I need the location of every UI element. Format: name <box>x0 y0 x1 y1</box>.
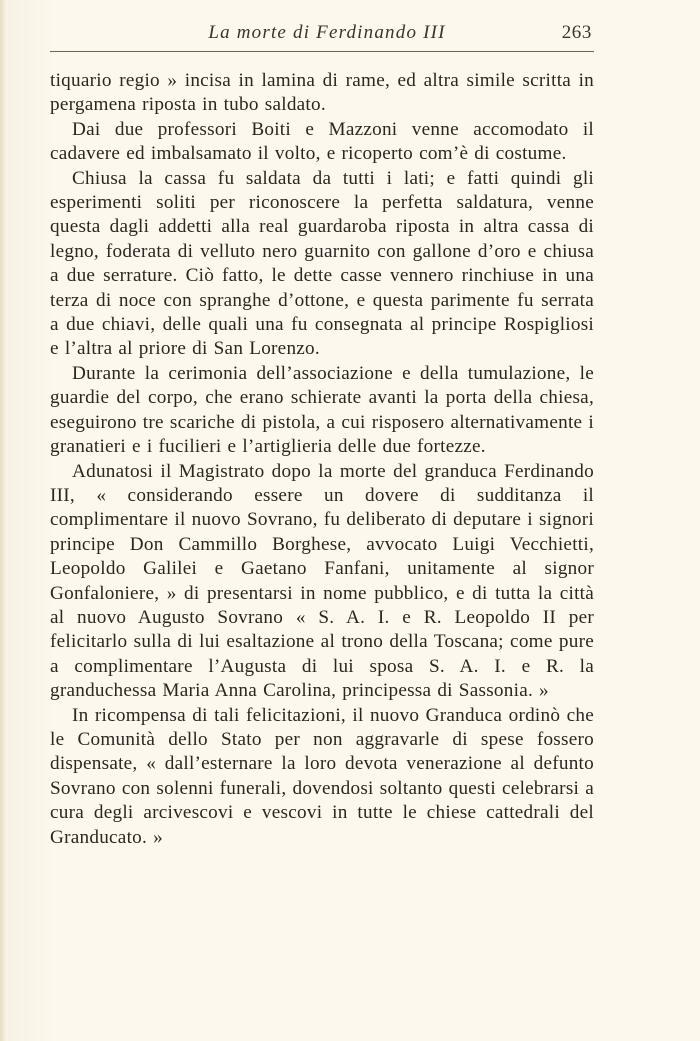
running-title: La morte di Ferdinando III <box>208 22 446 43</box>
page-number: 263 <box>561 22 592 43</box>
paragraph-ceremony: Durante la cerimonia dell’associazione e della tumulazione, le guardie del corpo, che erano schierate avanti la porta della chiesa, eseguirono tre scariche di pistola, a cui risposero alternativamente i granatieri e i fucilieri e l’artiglieria delle due fortezze. <box>50 362 594 458</box>
paragraph-coffin-sealing: Chiusa la cassa fu saldata da tutti i lati; e fatti quindi gli esperimenti soliti per riconoscere la perfetta saldatura, venne questa dagli addetti alla real guardaroba riposta in altra cassa di legno, foderata di velluto nero guarnito con gallone d’oro e chiusa a due serrature. Ciò fatto, le dette casse vennero rinchiuse in una terza di noce con spranghe d’ottone, e questa parimente fu serrata a due chiavi, delle quali una fu consegnata al principe Rospigliosi e l’altra al priore di San Lorenzo. <box>50 167 594 360</box>
page-edge-shadow <box>0 0 6 1041</box>
paragraph-continued: tiquario regio » incisa in lamina di rame, ed altra simile scritta in pergamena riposta in tubo saldato. <box>50 70 594 116</box>
page-header <box>50 18 594 48</box>
paragraph-recompense: In ricompensa di tali felicitazioni, il nuovo Granduca ordinò che le Comunità dello Stato per non aggravarle di spese fossero dispensate, « dall’esternare la loro devota venerazione al defunto Sovrano con solenni funerali, dovendosi soltanto questi celebrarsi a cura degli arcivescovi e vescovi in tutte le chiese cattedrali del Granducato. » <box>50 704 594 848</box>
paragraph-embalming: Dai due professori Boiti e Mazzoni venne accomodato il cadavere ed imbalsamato il volto, e ricoperto com’è di costume. <box>50 118 594 165</box>
header-rule <box>50 51 594 52</box>
paragraph-magistrate: Adunatosi il Magistrato dopo la morte del granduca Ferdinando III, « considerando essere un dovere di sudditanza il complimentare il nuovo Sovrano, fu deliberato di deputare i signori principe Don Cammillo Borghese, avvocato Luigi Vecchietti, Leopoldo Galilei e Gaetano Fanfani, unitamente al signor Gonfaloniere, » di presentarsi in nome pubblico, e di tutta la città al nuovo Augusto Sovrano « S. A. I. e R. Leopoldo II per felicitarlo sulla di lui esaltazione al trono della Toscana; come pure a complimentare l’Augusta di lui sposa S. A. I. e R. la granduchessa Maria Anna Carolina, principessa di Sassonia. » <box>50 460 594 702</box>
body-text <box>50 69 594 850</box>
